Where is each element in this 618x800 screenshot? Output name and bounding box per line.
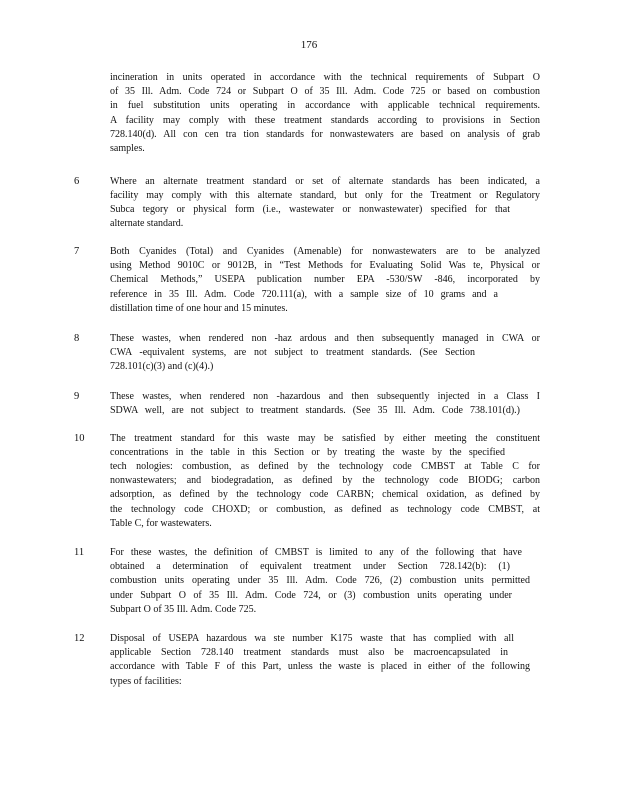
footnote-number: 7: [74, 246, 80, 257]
text-line: These wastes, when rendered non -haz ardous and then subsequently managed in CWA or: [110, 333, 540, 344]
text-line: SDWA well, are not subject to treatment standards. (See 35 Ill. Adm. Code 738.101(d).): [110, 405, 520, 416]
text-line: adsorption, as defined by the technology code CARBN; chemical oxidation, as defined by: [110, 489, 540, 500]
text-line: samples.: [110, 143, 145, 154]
text-line: accordance with Table F of this Part, unless the waste is placed in either of the following: [110, 661, 530, 672]
text-line: A facility may comply with these treatment standards according to provisions in Section: [110, 115, 540, 126]
text-line: types of facilities:: [110, 676, 182, 687]
footnote-number: 12: [74, 633, 85, 644]
text-line: Both Cyanides (Total) and Cyanides (Amenable) for nonwastewaters are to be analyzed: [110, 246, 540, 257]
text-line: 728.140(d). All con cen tra tion standards for nonwastewaters are based on analysis of grab: [110, 129, 540, 140]
text-line: in fuel substitution units operating in accordance with applicable technical requirements.: [110, 100, 540, 111]
text-line: the technology code CHOXD; or combustion, as defined as technology code CMBST, at: [110, 504, 540, 515]
footnote-number: 10: [74, 433, 85, 444]
text-line: 728.101(c)(3) and (c)(4).): [110, 361, 214, 372]
text-line: alternate standard.: [110, 218, 184, 229]
text-line: The treatment standard for this waste may be satisfied by either meeting the constituent: [110, 433, 540, 444]
page-number: 176: [300, 39, 318, 51]
text-line: facility may comply with this alternate standard, but only for the Treatment or Regulatory: [110, 190, 540, 201]
footnote-number: 9: [74, 391, 80, 402]
text-line: tech nologies: combustion, as defined by the technology code CMBST at Table C for: [110, 461, 540, 472]
text-line: Chemical Methods,” USEPA publication number EPA -530/SW -846, incorporated by: [110, 274, 540, 285]
text-line: distillation time of one hour and 15 minutes.: [110, 303, 288, 314]
footnote-number: 11: [74, 547, 85, 558]
text-line: under Subpart O of 35 Ill. Adm. Code 724, or (3) combustion units operating under: [110, 590, 512, 601]
text-line: nonwastewaters; and biodegradation, as defined by the technology code BIODG; carbon: [110, 475, 540, 486]
footnote-number: 8: [74, 333, 80, 344]
text-line: Subca tegory or physical form (i.e., wastewater or nonwastewater) specified for that: [110, 204, 510, 215]
text-line: Subpart O of 35 Ill. Adm. Code 725.: [110, 604, 257, 615]
text-line: using Method 9010C or 9012B, in “Test Methods for Evaluating Solid Was te, Physical or: [110, 260, 540, 271]
text-line: Disposal of USEPA hazardous wa ste number K175 waste that has complied with all: [110, 633, 514, 644]
text-line: incineration in units operated in accordance with the technical requirements of Subpart O: [110, 72, 540, 83]
text-line: These wastes, when rendered non -hazardous and then subsequently injected in a Class I: [110, 391, 540, 402]
text-line: Table C, for wastewaters.: [110, 518, 212, 529]
text-line: obtained a determination of equivalent treatment under Section 728.142(b): (1): [110, 561, 510, 572]
text-line: CWA -equivalent systems, are not subject to treatment standards. (See Section: [110, 347, 475, 358]
text-line: combustion units operating under 35 Ill. Adm. Code 726, (2) combustion units permitted: [110, 575, 530, 586]
text-line: of 35 Ill. Adm. Code 724 or Subpart O of 35 Ill. Adm. Code 725 or based on combustion: [110, 86, 540, 97]
text-line: Where an alternate treatment standard or set of alternate standards has been indicated, a: [110, 176, 540, 187]
text-line: applicable Section 728.140 treatment standards must also be macroencapsulated in: [110, 647, 508, 658]
text-line: concentrations in the table in this Section or by treating the waste by the specified: [110, 447, 505, 458]
text-line: For these wastes, the definition of CMBST is limited to any of the following that have: [110, 547, 522, 558]
text-line: reference in 35 Ill. Adm. Code 720.111(a), with a sample size of 10 grams and a: [110, 289, 498, 300]
footnote-number: 6: [74, 176, 80, 187]
